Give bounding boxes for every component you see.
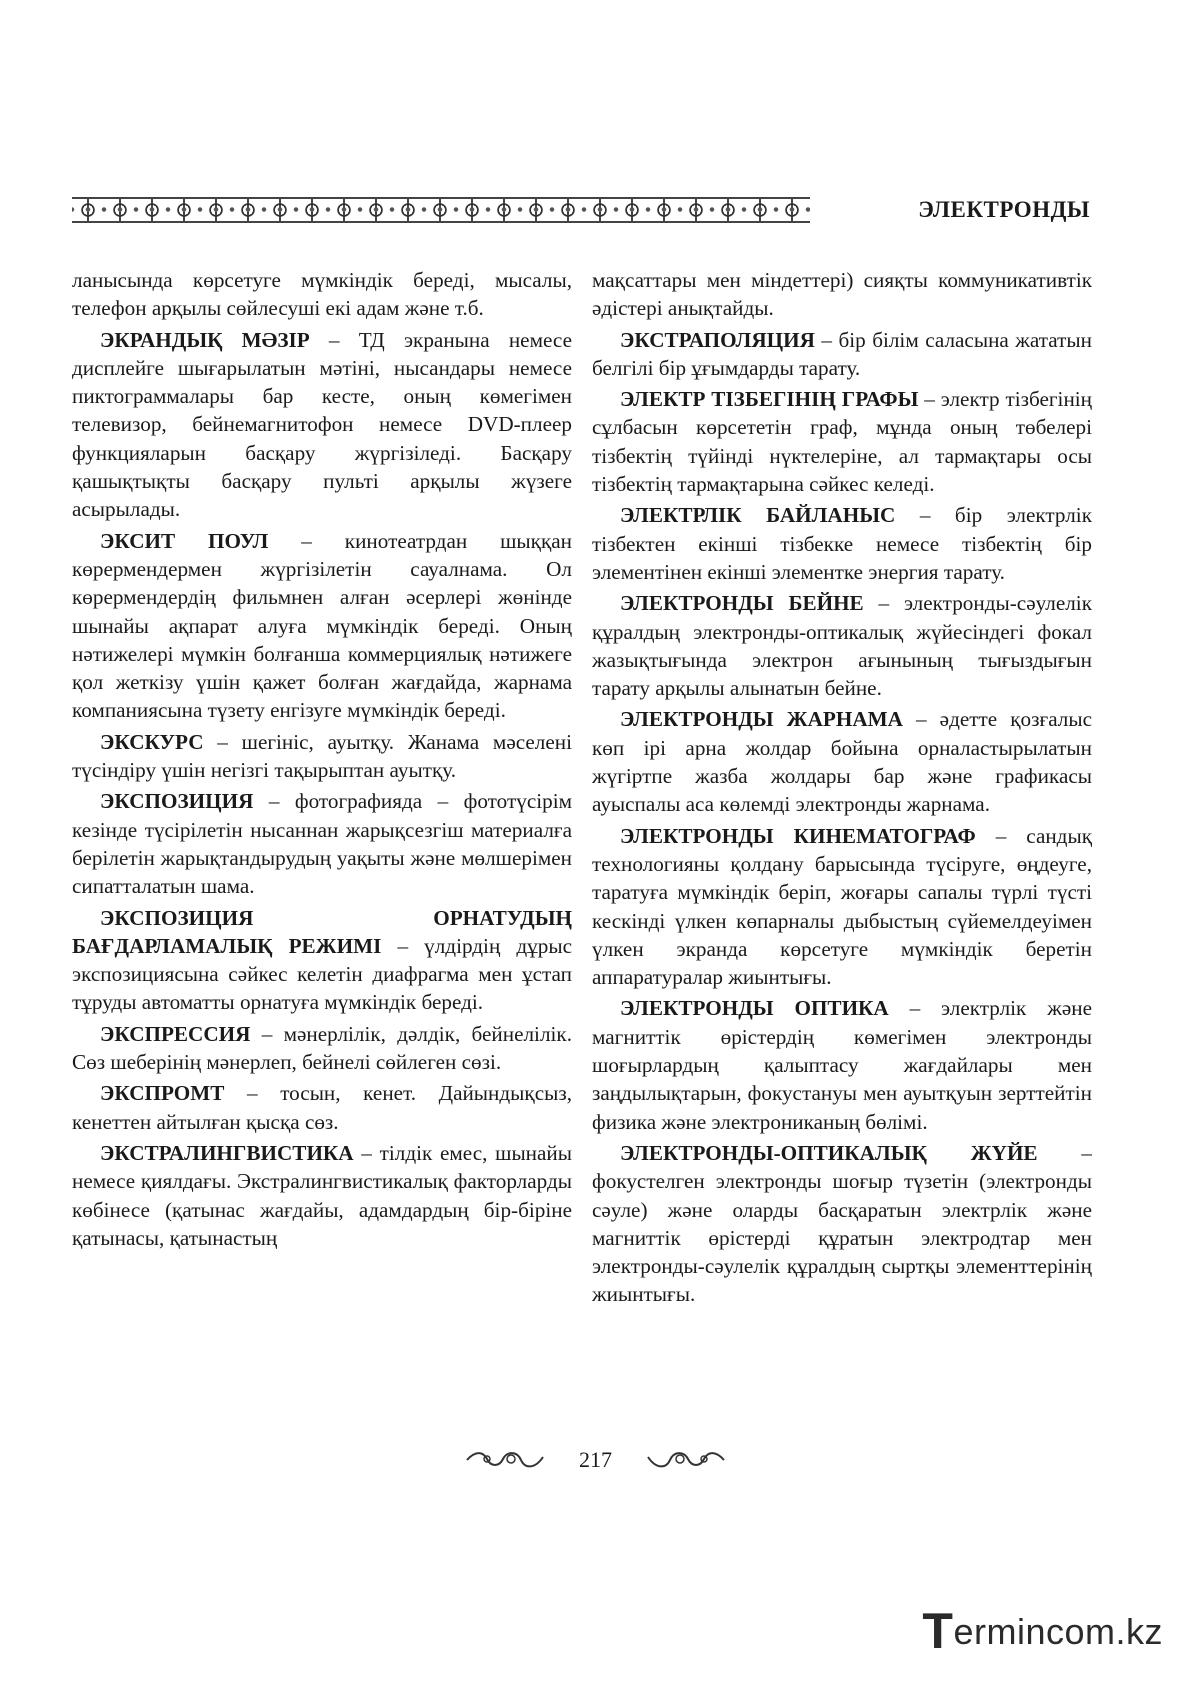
entry-term: ЭЛЕКТРОНДЫ-ОПТИКАЛЫҚ ЖҮЙЕ [620, 1140, 1038, 1165]
dictionary-entry [72, 1020, 572, 1077]
continuation-text: ланысында көрсетуге мүмкіндік береді, мысалы, телефон арқылы сөйлесуші екі адам және т.б. [72, 268, 572, 321]
entry-term: ЭКСПРОМТ [100, 1081, 225, 1106]
entry-definition: – әдетте қозғалыс көп ірі арна жолдар бойына орналастырылатын жүгіртпе жазба жолдары бар және графикасы ауыспалы аса көлемді электронды жарнама. [592, 707, 1092, 817]
dictionary-entry [592, 501, 1092, 586]
dictionary-entry [592, 1139, 1092, 1309]
dictionary-entry [592, 994, 1092, 1135]
dictionary-entry [592, 385, 1092, 498]
left-flourish-icon [465, 1447, 545, 1473]
dictionary-entry [592, 326, 1092, 383]
entry-definition: – тілдік емес, шынайы немесе қиялдағы. Экстралингвистикалық факторларды көбінесе (қатынас жағдайы, адамдардың бір-біріне қатынасы, қатынастың [72, 1140, 572, 1250]
dictionary-entry [592, 822, 1092, 992]
entry-term: ЭКСТРАПОЛЯЦИЯ [620, 327, 815, 352]
entry-definition: – электронды-сәулелік құралдың электронды-оптикалық жүйесіндегі фокал жазықтығында электрон ағынының тығыздығын тарату арқылы алынатын бейне. [592, 591, 1092, 701]
entry-definition: – тосын, кенет. Дайындықсыз, кенеттен айтылған қысқа сөз. [72, 1081, 572, 1134]
watermark-initial: T [922, 1603, 954, 1659]
dictionary-entry [592, 705, 1092, 818]
entry-term: ЭКСПОЗИЦИЯ ОРНАТУДЫҢ БАҒДАРЛАМАЛЫҚ РЕЖИМІ [72, 905, 572, 958]
entry-term: ЭЛЕКТРОНДЫ БЕЙНЕ [620, 591, 864, 616]
entry-term: ЭКСПОЗИЦИЯ [100, 789, 254, 814]
entry-term: ЭКСТРАЛИНГВИСТИКА [100, 1140, 354, 1165]
entry-definition: – фотографияда – фототүсірім кезінде түсірілетін нысаннан жарықсезгіш материалға берілетін жарықтандырудың уақыты және мөлшерімен сипатталатын шама. [72, 789, 572, 899]
entry-definition: – мәнерлілік, дәлдік, бейнелілік. Сөз шеберінің мәнерлеп, бейнелі сөйлеген сөзі. [72, 1021, 572, 1075]
watermark-text: ermincom.kz [953, 1611, 1163, 1652]
entry-definition: – бір электрлік тізбектен екінші тізбекке немесе тізбектің бір элементінен екінші элементке энергия тарату. [592, 503, 1092, 584]
entry-term: ЭЛЕКТРОНДЫ КИНЕМАТОГРАФ [620, 823, 976, 848]
dictionary-entry [72, 1079, 572, 1136]
page-footer [0, 1444, 1191, 1476]
entry-term: ЭЛЕКТРОНДЫ ЖАРНАМА [620, 707, 903, 732]
dictionary-entry [72, 527, 572, 725]
entry-term: ЭКСКУРС [100, 729, 204, 754]
ornament-band-icon [72, 197, 810, 223]
entry-term: ЭКСПРЕССИЯ [100, 1021, 251, 1046]
watermark-logo [922, 1602, 1163, 1660]
entry-definition: – сандық технологияны қолдану барысында түсіруге, өңдеуге, таратуға мүмкіндік беріп, жоғары сапалы түрлі түсті кескінді үлкен көпарналы дыбыстың сүйемелдеуімен үлкен экранда көрсетуге мүмкіндік беретін аппаратуралар жиынтығы. [592, 823, 1092, 990]
entry-term: ЭЛЕКТРОНДЫ ОПТИКА [620, 996, 889, 1021]
left-column [72, 266, 572, 1252]
entry-definition: – шегініс, ауытқу. Жанама мәселені түсіндіру үшін негізгі тақырыптан ауытқу. [72, 729, 572, 783]
right-column [592, 266, 1092, 1309]
entry-definition: – ТД экранына немесе дисплейге шығарылатын мәтіні, нысандары немесе пиктограммалары бар кесте, оның көмегімен телевизор, бейнемагнитофон немесе DVD-плеер функцияларын басқару жүргізіледі. Басқару қашықтықты басқару пульті арқылы жүзеге асырылады. [72, 327, 572, 522]
continuation-text: мақсаттары мен міндеттері) сияқты коммуникативтік әдістері анықтайды. [592, 268, 1092, 321]
dictionary-entry [72, 728, 572, 785]
entry-term: ЭЛЕКТРЛІК БАЙЛАНЫС [620, 503, 896, 528]
entry-term: ЭКРАНДЫҚ МӘЗІР [100, 327, 310, 352]
dictionary-entry [592, 589, 1092, 702]
page-number: 217 [579, 1447, 612, 1472]
entry-definition: – электр тізбегінің сұлбасын көрсететін граф, мұнда оның төбелері тізбектің түйінді нүктелеріне, ал тармақтары осы тізбектің тармақтарына сәйкес келеді. [592, 387, 1093, 497]
dictionary-entry [72, 326, 572, 524]
page-header [72, 193, 1090, 227]
entry-definition: – электрлік және магниттік өрістердің көмегімен электронды шоғырлардың қалыптасу жағдайлары мен заңдылықтарын, фокустануы мен ауытқуын зерттейтін физика және электрониканың бөлімі. [592, 996, 1092, 1134]
entry-term: ЭЛЕКТР ТІЗБЕГІНІҢ ГРАФЫ [620, 387, 919, 412]
dictionary-entry [72, 904, 572, 1017]
entry-definition: – фокустелген электронды шоғыр түзетін (электронды сәуле) және оларды басқаратын электрлік және магниттік өрістерді құратын электродтар мен электронды-сәулелік құралдың сыртқы элементтерінің жиынтығы. [592, 1140, 1092, 1307]
entry-term: ЭКСИТ ПОУЛ [100, 528, 269, 553]
entry-definition: – кинотеатрдан шыққан көрермендермен жүргізілетін сауалнама. Ол көрермендердің фильмнен алған әсерлері жөнінде шынайы ақпарат алуға мүмкіндік береді. Оның нәтижелері мүмкін болғанша коммерциялық нәтижеге қол жеткізу үшін қажет болған жағдайда, жарнама компаниясына түзету енгізуге мүмкіндік береді. [72, 528, 572, 723]
entry-definition: – бір білім саласына жататын белгілі бір ұғымдарды тарату. [592, 327, 1092, 380]
right-flourish-icon [646, 1447, 726, 1473]
dictionary-entry [72, 787, 572, 900]
entry-definition: – үлдірдің дұрыс экспозициясына сәйкес келетін диафрагма мен ұстап тұруды автоматты орнатуға мүмкіндік береді. [72, 933, 572, 1015]
running-head: ЭЛЕКТРОНДЫ [918, 197, 1090, 222]
dictionary-entry [72, 1139, 572, 1252]
